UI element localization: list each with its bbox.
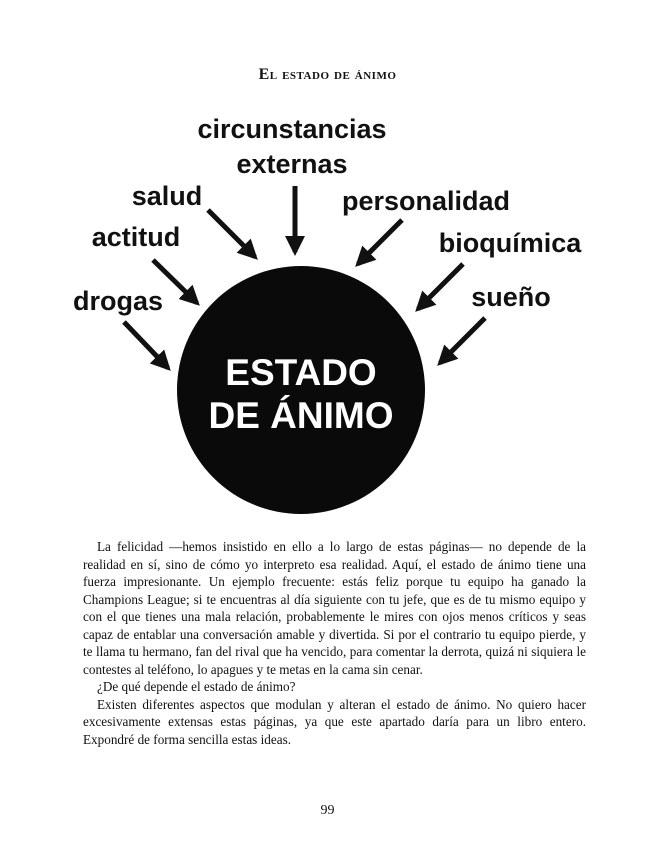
body-text [83, 538, 586, 748]
factor-externas: externas [236, 149, 348, 179]
factor-circunstancias: circunstancias [197, 114, 387, 144]
factor-actitud: actitud [91, 222, 181, 252]
center-label-line2: DE ÁNIMO [208, 395, 394, 436]
factor-drogas: drogas [72, 286, 164, 316]
factor-personalidad: personalidad [341, 186, 511, 216]
center-label-line1: ESTADO [225, 352, 377, 393]
factor-bioquimica: bioquímica [438, 228, 582, 258]
arrow-sueno [440, 318, 485, 363]
mood-factors-diagram [0, 100, 655, 540]
factor-sueno: sueño [471, 282, 551, 312]
arrow-drogas [124, 322, 168, 368]
arrow-salud [208, 210, 255, 257]
arrow-personalidad [358, 220, 402, 264]
chapter-heading: El estado de ánimo [258, 66, 397, 83]
factor-salud: salud [131, 181, 203, 211]
paragraph: ¿De qué depende el estado de ánimo? [97, 679, 296, 694]
arrow-bioquimica [418, 264, 463, 309]
paragraph: La felicidad —hemos insistido en ello a lo largo de estas páginas— no depende de la realidad en sí, sino de cómo yo interpreto esa realidad. Aquí, el estado de ánimo tiene una fuerza impresionante. Un ejemplo frecuente: estás feliz porque tu equipo ha ganado la Champions League; si te encuentras al día siguiente con tu jefe, que es de tu mismo equipo y con el que tienes una mala relación, probablemente le mires con ojos menos críticos y seas capaz de entablar una conversación amable y divertida. Si por el contrario tu equipo pierde, y te llama tu hermano, fan del rival que ha vencido, para comentar la derrota, quizá ni siquiera le contestes al teléfono, lo apagues y te metas en la cama sin cenar. [83, 539, 586, 677]
page-number: 99 [320, 803, 335, 818]
paragraph: Existen diferentes aspectos que modulan y alteran el estado de ánimo. No quiero hacer excesivamente extensas estas páginas, ya que este apartado daría para un libro entero. Expondré de forma sencilla estas ideas. [83, 696, 586, 747]
